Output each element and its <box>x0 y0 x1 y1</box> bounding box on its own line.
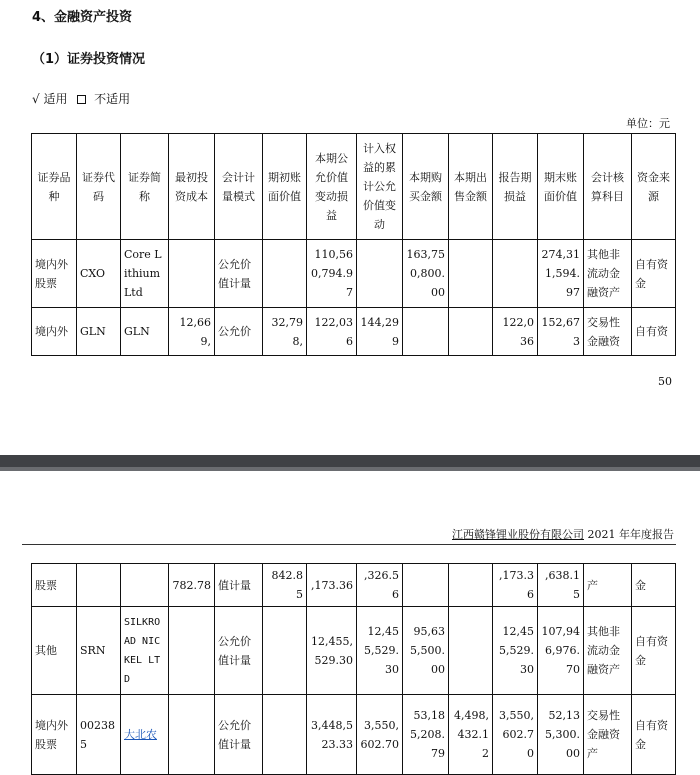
table-cell: 110,560,794.97 <box>307 240 357 308</box>
securities-table-bottom <box>31 563 676 775</box>
page-break-bar <box>0 455 700 467</box>
table-cell: 自有资金 <box>632 240 676 308</box>
table-cell <box>449 240 493 308</box>
header-cell: 会计计量模式 <box>215 134 263 240</box>
table-cell: 163,750,800.00 <box>403 240 449 308</box>
table-cell <box>403 564 449 607</box>
table-cell: 12,669, <box>169 308 215 356</box>
table-cell: 境内外股票 <box>32 695 77 775</box>
section-title: 4、金融资产投资 <box>32 10 133 25</box>
applicability-line <box>32 90 130 107</box>
table-cell[interactable] <box>121 695 169 775</box>
header-cell: 期末账面价值 <box>538 134 584 240</box>
table-row <box>32 240 676 308</box>
table-cell <box>449 564 493 607</box>
table-cell <box>77 564 121 607</box>
table-cell: 自有资金 <box>632 695 676 775</box>
table-cell: GLN <box>77 308 121 356</box>
header-cell: 资金来源 <box>632 134 676 240</box>
report-title: 2021 年年度报告 <box>584 528 674 541</box>
table-cell: ,173.36 <box>493 564 538 607</box>
table-cell: 公允价值计量 <box>215 607 263 695</box>
subsection-title: （1）证券投资情况 <box>32 52 146 67</box>
header-cell: 期初账面价值 <box>263 134 307 240</box>
table-cell: 股票 <box>32 564 77 607</box>
table-cell: 产 <box>584 564 632 607</box>
table-cell: 公允价值计量 <box>215 240 263 308</box>
table-cell: 002385 <box>77 695 121 775</box>
table-cell: 144,299 <box>357 308 403 356</box>
not-applicable-checkbox-icon <box>77 95 86 104</box>
table-cell: CXO <box>77 240 121 308</box>
table-cell: 12,455,529.30 <box>493 607 538 695</box>
table-header-row <box>32 134 676 240</box>
table-cell <box>169 607 215 695</box>
table-cell: 金 <box>632 564 676 607</box>
header-cell: 本期公允价值变动损益 <box>307 134 357 240</box>
table-cell <box>403 308 449 356</box>
not-applicable-label: 不适用 <box>94 92 131 106</box>
table-cell <box>449 607 493 695</box>
table-cell: 交易性金融资产 <box>584 695 632 775</box>
table-cell: 152,673 <box>538 308 584 356</box>
unit-label: 单位：元 <box>626 117 670 130</box>
header-cell: 证券代码 <box>77 134 121 240</box>
table-cell: 122,036 <box>493 308 538 356</box>
table-cell: 自有资 <box>632 308 676 356</box>
header-cell: 证券品种 <box>32 134 77 240</box>
table-cell <box>263 607 307 695</box>
table-cell <box>493 240 538 308</box>
table-cell <box>357 240 403 308</box>
table-cell: 782.78 <box>169 564 215 607</box>
stock-name-link[interactable]: 大北农 <box>124 728 157 741</box>
header-cell: 报告期损益 <box>493 134 538 240</box>
table-cell: GLN <box>121 308 169 356</box>
header-cell: 本期购买金额 <box>403 134 449 240</box>
table-cell <box>121 564 169 607</box>
table-cell: 3,550,602.70 <box>357 695 403 775</box>
table-cell: 自有资金 <box>632 607 676 695</box>
table-cell <box>263 695 307 775</box>
table-cell: 3,448,523.33 <box>307 695 357 775</box>
table-cell: ,173.36 <box>307 564 357 607</box>
table-cell: 842.85 <box>263 564 307 607</box>
table-row <box>32 695 676 775</box>
table-cell: 交易性金融资 <box>584 308 632 356</box>
header-cell: 证券简称 <box>121 134 169 240</box>
applicable-check-mark: √ <box>32 92 40 106</box>
table-cell: SILKROAD NICKEL LTD <box>121 607 169 695</box>
table-cell: 95,635,500.00 <box>403 607 449 695</box>
table-cell: SRN <box>77 607 121 695</box>
table-cell: 52,135,300.00 <box>538 695 584 775</box>
page-number: 50 <box>658 375 672 388</box>
table-cell: 3,550,602.70 <box>493 695 538 775</box>
table-cell: 境内外股票 <box>32 240 77 308</box>
report-header <box>452 526 674 542</box>
table-row <box>32 564 676 607</box>
table-cell: 值计量 <box>215 564 263 607</box>
table-cell <box>169 695 215 775</box>
table-cell: 12,455,529.30 <box>357 607 403 695</box>
page-break-shadow <box>0 467 700 471</box>
table-cell <box>449 308 493 356</box>
table-cell: Core Lithium Ltd <box>121 240 169 308</box>
table-cell: 公允价值计量 <box>215 695 263 775</box>
table-cell <box>169 240 215 308</box>
table-cell: 公允价 <box>215 308 263 356</box>
table-cell <box>263 240 307 308</box>
table-cell: 其他非流动金融资产 <box>584 240 632 308</box>
table-cell: 274,311,594.97 <box>538 240 584 308</box>
table-cell: 32,798, <box>263 308 307 356</box>
table-cell: 4,498,432.12 <box>449 695 493 775</box>
table-cell: ,638.15 <box>538 564 584 607</box>
table-cell: 122,036 <box>307 308 357 356</box>
table-cell: 53,185,208.79 <box>403 695 449 775</box>
report-company-name: 江西赣锋锂业股份有限公司 <box>452 528 584 541</box>
table-cell: 境内外 <box>32 308 77 356</box>
header-cell: 会计核算科目 <box>584 134 632 240</box>
header-cell: 本期出售金额 <box>449 134 493 240</box>
securities-table-top <box>31 133 676 356</box>
table-cell: 12,455,529.30 <box>307 607 357 695</box>
table-cell: 107,946,976.70 <box>538 607 584 695</box>
report-header-rule <box>22 544 676 545</box>
table-cell: ,326.56 <box>357 564 403 607</box>
applicable-label: 适用 <box>43 92 68 106</box>
header-cell: 计入权益的累计公允价值变动 <box>357 134 403 240</box>
table-row <box>32 308 676 356</box>
table-cell: 其他非流动金融资产 <box>584 607 632 695</box>
table-row <box>32 607 676 695</box>
table-cell: 其他 <box>32 607 77 695</box>
header-cell: 最初投资成本 <box>169 134 215 240</box>
